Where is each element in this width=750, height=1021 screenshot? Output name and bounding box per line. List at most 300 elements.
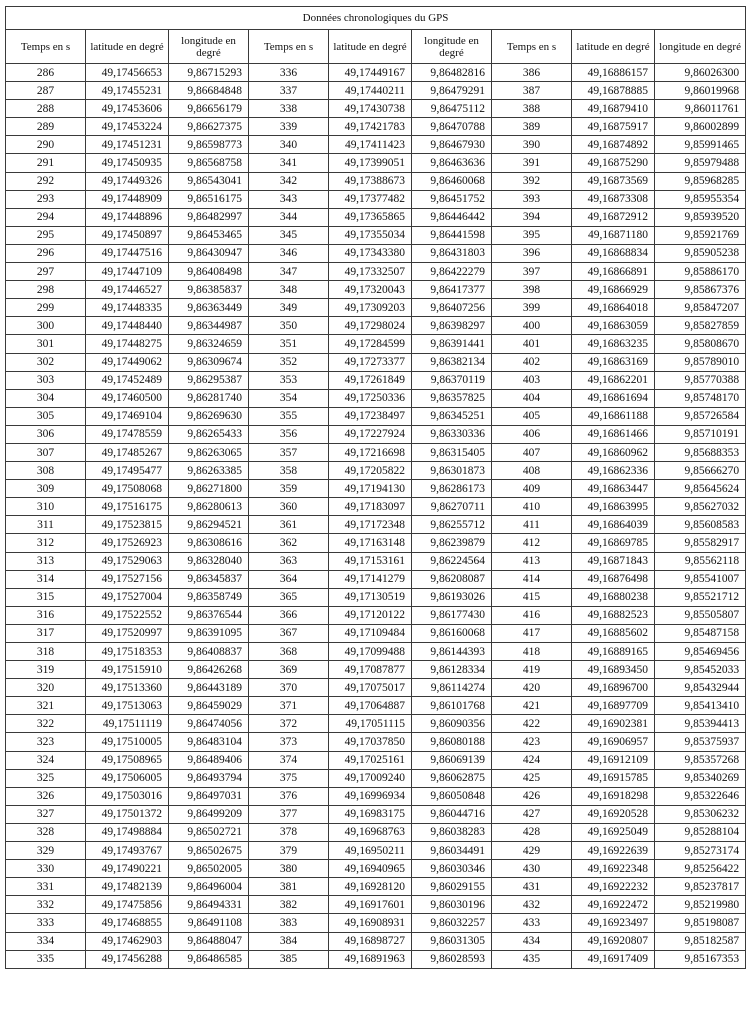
latitude-cell: 49,17456653 — [86, 64, 169, 82]
longitude-cell: 9,86031305 — [412, 932, 492, 950]
time-cell: 303 — [6, 371, 86, 389]
time-cell: 327 — [6, 805, 86, 823]
latitude-cell: 49,17227924 — [329, 425, 412, 443]
time-cell: 338 — [249, 100, 329, 118]
latitude-cell: 49,17449167 — [329, 64, 412, 82]
latitude-cell: 49,17449062 — [86, 353, 169, 371]
time-cell: 407 — [492, 443, 572, 461]
latitude-cell: 49,17529063 — [86, 552, 169, 570]
latitude-cell: 49,17411423 — [329, 136, 412, 154]
time-cell: 357 — [249, 443, 329, 461]
longitude-cell: 9,86011761 — [655, 100, 746, 118]
time-cell: 328 — [6, 823, 86, 841]
time-cell: 422 — [492, 715, 572, 733]
time-cell: 370 — [249, 679, 329, 697]
latitude-cell: 49,16925049 — [572, 823, 655, 841]
time-cell: 295 — [6, 226, 86, 244]
time-cell: 432 — [492, 896, 572, 914]
time-cell: 363 — [249, 552, 329, 570]
time-cell: 434 — [492, 932, 572, 950]
longitude-cell: 9,86426268 — [169, 661, 249, 679]
time-cell: 423 — [492, 733, 572, 751]
longitude-cell: 9,86026300 — [655, 64, 746, 82]
longitude-cell: 9,86309674 — [169, 353, 249, 371]
time-cell: 410 — [492, 498, 572, 516]
latitude-cell: 49,16983175 — [329, 805, 412, 823]
time-cell: 289 — [6, 118, 86, 136]
longitude-cell: 9,85886170 — [655, 263, 746, 281]
time-cell: 317 — [6, 624, 86, 642]
latitude-cell: 49,17518353 — [86, 643, 169, 661]
latitude-cell: 49,17141279 — [329, 570, 412, 588]
latitude-cell: 49,17365865 — [329, 208, 412, 226]
gps-data-table-container — [5, 6, 745, 969]
latitude-cell: 49,16866929 — [572, 281, 655, 299]
time-cell: 416 — [492, 606, 572, 624]
longitude-cell: 9,85306232 — [655, 805, 746, 823]
longitude-cell: 9,86488047 — [169, 932, 249, 950]
time-cell: 384 — [249, 932, 329, 950]
longitude-cell: 9,85748170 — [655, 389, 746, 407]
longitude-cell: 9,86328040 — [169, 552, 249, 570]
table-row — [6, 335, 746, 353]
longitude-cell: 9,85505807 — [655, 606, 746, 624]
longitude-cell: 9,86370119 — [412, 371, 492, 389]
time-cell: 353 — [249, 371, 329, 389]
time-cell: 413 — [492, 552, 572, 570]
latitude-cell: 49,16928120 — [329, 878, 412, 896]
latitude-cell: 49,17448440 — [86, 317, 169, 335]
longitude-cell: 9,86482997 — [169, 208, 249, 226]
table-row — [6, 643, 746, 661]
longitude-cell: 9,86019968 — [655, 82, 746, 100]
longitude-cell: 9,86308616 — [169, 534, 249, 552]
longitude-cell: 9,86294521 — [169, 516, 249, 534]
longitude-cell: 9,86398297 — [412, 317, 492, 335]
time-cell: 354 — [249, 389, 329, 407]
latitude-cell: 49,17009240 — [329, 769, 412, 787]
latitude-cell: 49,16875290 — [572, 154, 655, 172]
time-cell: 356 — [249, 425, 329, 443]
time-cell: 397 — [492, 263, 572, 281]
time-cell: 418 — [492, 643, 572, 661]
time-cell: 381 — [249, 878, 329, 896]
time-cell: 425 — [492, 769, 572, 787]
latitude-cell: 49,16920807 — [572, 932, 655, 950]
time-cell: 301 — [6, 335, 86, 353]
time-cell: 304 — [6, 389, 86, 407]
longitude-cell: 9,86443189 — [169, 679, 249, 697]
longitude-cell: 9,85469456 — [655, 643, 746, 661]
time-cell: 374 — [249, 751, 329, 769]
time-cell: 394 — [492, 208, 572, 226]
latitude-cell: 49,16922232 — [572, 878, 655, 896]
time-cell: 346 — [249, 244, 329, 262]
longitude-cell: 9,86315405 — [412, 443, 492, 461]
latitude-cell: 49,16897709 — [572, 697, 655, 715]
table-row — [6, 353, 746, 371]
time-cell: 393 — [492, 190, 572, 208]
longitude-cell: 9,86568758 — [169, 154, 249, 172]
longitude-cell: 9,86269630 — [169, 407, 249, 425]
latitude-cell: 49,16862336 — [572, 462, 655, 480]
longitude-cell: 9,86069139 — [412, 751, 492, 769]
time-cell: 336 — [249, 64, 329, 82]
latitude-cell: 49,17399051 — [329, 154, 412, 172]
longitude-cell: 9,86030346 — [412, 860, 492, 878]
latitude-cell: 49,16863059 — [572, 317, 655, 335]
latitude-cell: 49,17355034 — [329, 226, 412, 244]
latitude-cell: 49,16918298 — [572, 787, 655, 805]
table-row — [6, 823, 746, 841]
time-cell: 375 — [249, 769, 329, 787]
latitude-cell: 49,16882523 — [572, 606, 655, 624]
latitude-cell: 49,17456288 — [86, 950, 169, 968]
time-cell: 296 — [6, 244, 86, 262]
time-cell: 308 — [6, 462, 86, 480]
longitude-cell: 9,86193026 — [412, 588, 492, 606]
longitude-cell: 9,86382134 — [412, 353, 492, 371]
time-cell: 421 — [492, 697, 572, 715]
column-header: latitude en degré — [572, 30, 655, 64]
table-row — [6, 950, 746, 968]
longitude-cell: 9,85770388 — [655, 371, 746, 389]
longitude-cell: 9,86376544 — [169, 606, 249, 624]
table-row — [6, 226, 746, 244]
latitude-cell: 49,16874892 — [572, 136, 655, 154]
longitude-cell: 9,86090356 — [412, 715, 492, 733]
table-row — [6, 715, 746, 733]
time-cell: 348 — [249, 281, 329, 299]
latitude-cell: 49,17475856 — [86, 896, 169, 914]
latitude-cell: 49,17508965 — [86, 751, 169, 769]
latitude-cell: 49,16873308 — [572, 190, 655, 208]
latitude-cell: 49,17448275 — [86, 335, 169, 353]
table-row — [6, 661, 746, 679]
longitude-cell: 9,86627375 — [169, 118, 249, 136]
latitude-cell: 49,17430738 — [329, 100, 412, 118]
longitude-cell: 9,86441598 — [412, 226, 492, 244]
column-header: longitude en degré — [169, 30, 249, 64]
longitude-cell: 9,85710191 — [655, 425, 746, 443]
latitude-cell: 49,16862201 — [572, 371, 655, 389]
latitude-cell: 49,17205822 — [329, 462, 412, 480]
longitude-cell: 9,86479291 — [412, 82, 492, 100]
latitude-cell: 49,16885602 — [572, 624, 655, 642]
longitude-cell: 9,86028593 — [412, 950, 492, 968]
table-row — [6, 570, 746, 588]
latitude-cell: 49,16871843 — [572, 552, 655, 570]
longitude-cell: 9,86460068 — [412, 172, 492, 190]
time-cell: 290 — [6, 136, 86, 154]
longitude-cell: 9,86422279 — [412, 263, 492, 281]
time-cell: 293 — [6, 190, 86, 208]
time-cell: 366 — [249, 606, 329, 624]
time-cell: 433 — [492, 914, 572, 932]
longitude-cell: 9,86408498 — [169, 263, 249, 281]
longitude-cell: 9,85645624 — [655, 480, 746, 498]
time-cell: 358 — [249, 462, 329, 480]
time-cell: 347 — [249, 263, 329, 281]
latitude-cell: 49,16902381 — [572, 715, 655, 733]
time-cell: 429 — [492, 842, 572, 860]
time-cell: 324 — [6, 751, 86, 769]
time-cell: 431 — [492, 878, 572, 896]
latitude-cell: 49,17522552 — [86, 606, 169, 624]
longitude-cell: 9,86286173 — [412, 480, 492, 498]
time-cell: 298 — [6, 281, 86, 299]
table-row — [6, 624, 746, 642]
time-cell: 419 — [492, 661, 572, 679]
longitude-cell: 9,86032257 — [412, 914, 492, 932]
longitude-cell: 9,85979488 — [655, 154, 746, 172]
longitude-cell: 9,86208087 — [412, 570, 492, 588]
time-cell: 330 — [6, 860, 86, 878]
longitude-cell: 9,85582917 — [655, 534, 746, 552]
latitude-cell: 49,17448909 — [86, 190, 169, 208]
time-cell: 403 — [492, 371, 572, 389]
latitude-cell: 49,16872912 — [572, 208, 655, 226]
longitude-cell: 9,86684848 — [169, 82, 249, 100]
table-row — [6, 118, 746, 136]
latitude-cell: 49,16906957 — [572, 733, 655, 751]
table-row — [6, 860, 746, 878]
latitude-cell: 49,17261849 — [329, 371, 412, 389]
longitude-cell: 9,86453465 — [169, 226, 249, 244]
table-row — [6, 733, 746, 751]
latitude-cell: 49,17511119 — [86, 715, 169, 733]
longitude-cell: 9,86489406 — [169, 751, 249, 769]
table-row — [6, 244, 746, 262]
time-cell: 315 — [6, 588, 86, 606]
latitude-cell: 49,17449326 — [86, 172, 169, 190]
longitude-cell: 9,86491108 — [169, 914, 249, 932]
table-row — [6, 896, 746, 914]
time-cell: 309 — [6, 480, 86, 498]
time-cell: 341 — [249, 154, 329, 172]
latitude-cell: 49,17153161 — [329, 552, 412, 570]
time-cell: 306 — [6, 425, 86, 443]
latitude-cell: 49,17273377 — [329, 353, 412, 371]
time-cell: 292 — [6, 172, 86, 190]
longitude-cell: 9,85726584 — [655, 407, 746, 425]
longitude-cell: 9,85968285 — [655, 172, 746, 190]
latitude-cell: 49,17508068 — [86, 480, 169, 498]
latitude-cell: 49,17163148 — [329, 534, 412, 552]
latitude-cell: 49,17421783 — [329, 118, 412, 136]
longitude-cell: 9,86502005 — [169, 860, 249, 878]
latitude-cell: 49,17516175 — [86, 498, 169, 516]
time-cell: 316 — [6, 606, 86, 624]
table-row — [6, 534, 746, 552]
longitude-cell: 9,86493794 — [169, 769, 249, 787]
longitude-cell: 9,86030196 — [412, 896, 492, 914]
time-cell: 411 — [492, 516, 572, 534]
longitude-cell: 9,85256422 — [655, 860, 746, 878]
longitude-cell: 9,85340269 — [655, 769, 746, 787]
table-row — [6, 480, 746, 498]
longitude-cell: 9,86417377 — [412, 281, 492, 299]
longitude-cell: 9,86265433 — [169, 425, 249, 443]
longitude-cell: 9,86543041 — [169, 172, 249, 190]
time-cell: 412 — [492, 534, 572, 552]
table-row — [6, 552, 746, 570]
table-row — [6, 190, 746, 208]
table-row — [6, 64, 746, 82]
time-cell: 417 — [492, 624, 572, 642]
time-cell: 286 — [6, 64, 86, 82]
table-row — [6, 805, 746, 823]
time-cell: 337 — [249, 82, 329, 100]
time-cell: 391 — [492, 154, 572, 172]
latitude-cell: 49,16940965 — [329, 860, 412, 878]
table-row — [6, 317, 746, 335]
latitude-cell: 49,16923497 — [572, 914, 655, 932]
longitude-cell: 9,85627032 — [655, 498, 746, 516]
table-row — [6, 425, 746, 443]
time-cell: 389 — [492, 118, 572, 136]
longitude-cell: 9,86446442 — [412, 208, 492, 226]
longitude-cell: 9,86324659 — [169, 335, 249, 353]
longitude-cell: 9,86474056 — [169, 715, 249, 733]
table-row — [6, 100, 746, 118]
longitude-cell: 9,86656179 — [169, 100, 249, 118]
table-row — [6, 299, 746, 317]
longitude-cell: 9,86270711 — [412, 498, 492, 516]
longitude-cell: 9,86280613 — [169, 498, 249, 516]
latitude-cell: 49,17130519 — [329, 588, 412, 606]
latitude-cell: 49,17238497 — [329, 407, 412, 425]
time-cell: 288 — [6, 100, 86, 118]
table-row — [6, 443, 746, 461]
latitude-cell: 49,17250336 — [329, 389, 412, 407]
latitude-cell: 49,17447109 — [86, 263, 169, 281]
time-cell: 352 — [249, 353, 329, 371]
time-cell: 420 — [492, 679, 572, 697]
table-row — [6, 516, 746, 534]
longitude-cell: 9,86358749 — [169, 588, 249, 606]
time-cell: 334 — [6, 932, 86, 950]
latitude-cell: 49,17109484 — [329, 624, 412, 642]
longitude-cell: 9,86430947 — [169, 244, 249, 262]
longitude-cell: 9,85432944 — [655, 679, 746, 697]
longitude-cell: 9,85237817 — [655, 878, 746, 896]
longitude-cell: 9,86002899 — [655, 118, 746, 136]
longitude-cell: 9,86144393 — [412, 643, 492, 661]
time-cell: 302 — [6, 353, 86, 371]
longitude-cell: 9,85867376 — [655, 281, 746, 299]
latitude-cell: 49,16863995 — [572, 498, 655, 516]
table-row — [6, 371, 746, 389]
longitude-cell: 9,85167353 — [655, 950, 746, 968]
time-cell: 404 — [492, 389, 572, 407]
time-cell: 361 — [249, 516, 329, 534]
longitude-cell: 9,86463636 — [412, 154, 492, 172]
latitude-cell: 49,16878885 — [572, 82, 655, 100]
latitude-cell: 49,16864039 — [572, 516, 655, 534]
latitude-cell: 49,17523815 — [86, 516, 169, 534]
time-cell: 319 — [6, 661, 86, 679]
latitude-cell: 49,17377482 — [329, 190, 412, 208]
time-cell: 428 — [492, 823, 572, 841]
table-row — [6, 697, 746, 715]
longitude-cell: 9,86499209 — [169, 805, 249, 823]
latitude-cell: 49,17388673 — [329, 172, 412, 190]
latitude-cell: 49,17284599 — [329, 335, 412, 353]
time-cell: 323 — [6, 733, 86, 751]
longitude-cell: 9,85541007 — [655, 570, 746, 588]
time-cell: 392 — [492, 172, 572, 190]
time-cell: 409 — [492, 480, 572, 498]
longitude-cell: 9,86502721 — [169, 823, 249, 841]
latitude-cell: 49,16863169 — [572, 353, 655, 371]
time-cell: 408 — [492, 462, 572, 480]
longitude-cell: 9,85808670 — [655, 335, 746, 353]
latitude-cell: 49,17503016 — [86, 787, 169, 805]
time-cell: 297 — [6, 263, 86, 281]
time-cell: 339 — [249, 118, 329, 136]
time-cell: 310 — [6, 498, 86, 516]
longitude-cell: 9,86263065 — [169, 443, 249, 461]
latitude-cell: 49,17490221 — [86, 860, 169, 878]
longitude-cell: 9,86114274 — [412, 679, 492, 697]
table-row — [6, 932, 746, 950]
time-cell: 390 — [492, 136, 572, 154]
longitude-cell: 9,86483104 — [169, 733, 249, 751]
time-cell: 318 — [6, 643, 86, 661]
time-cell: 373 — [249, 733, 329, 751]
latitude-cell: 49,17485267 — [86, 443, 169, 461]
longitude-cell: 9,85487158 — [655, 624, 746, 642]
latitude-cell: 49,17298024 — [329, 317, 412, 335]
time-cell: 383 — [249, 914, 329, 932]
column-header-row — [6, 30, 746, 64]
time-cell: 369 — [249, 661, 329, 679]
latitude-cell: 49,17468855 — [86, 914, 169, 932]
longitude-cell: 9,86295387 — [169, 371, 249, 389]
latitude-cell: 49,17343380 — [329, 244, 412, 262]
latitude-cell: 49,17520997 — [86, 624, 169, 642]
time-cell: 333 — [6, 914, 86, 932]
longitude-cell: 9,86407256 — [412, 299, 492, 317]
table-row — [6, 263, 746, 281]
latitude-cell: 49,17482139 — [86, 878, 169, 896]
latitude-cell: 49,17527004 — [86, 588, 169, 606]
time-cell: 371 — [249, 697, 329, 715]
latitude-cell: 49,16922472 — [572, 896, 655, 914]
latitude-cell: 49,16950211 — [329, 842, 412, 860]
table-row — [6, 281, 746, 299]
longitude-cell: 9,86516175 — [169, 190, 249, 208]
latitude-cell: 49,17501372 — [86, 805, 169, 823]
longitude-cell: 9,86475112 — [412, 100, 492, 118]
longitude-cell: 9,86301873 — [412, 462, 492, 480]
latitude-cell: 49,16861188 — [572, 407, 655, 425]
latitude-cell: 49,16920528 — [572, 805, 655, 823]
time-cell: 287 — [6, 82, 86, 100]
longitude-cell: 9,85219980 — [655, 896, 746, 914]
longitude-cell: 9,85521712 — [655, 588, 746, 606]
table-row — [6, 462, 746, 480]
time-cell: 399 — [492, 299, 572, 317]
latitude-cell: 49,16893450 — [572, 661, 655, 679]
latitude-cell: 49,17172348 — [329, 516, 412, 534]
time-cell: 335 — [6, 950, 86, 968]
latitude-cell: 49,16861694 — [572, 389, 655, 407]
longitude-cell: 9,86391441 — [412, 335, 492, 353]
longitude-cell: 9,85939520 — [655, 208, 746, 226]
time-cell: 329 — [6, 842, 86, 860]
